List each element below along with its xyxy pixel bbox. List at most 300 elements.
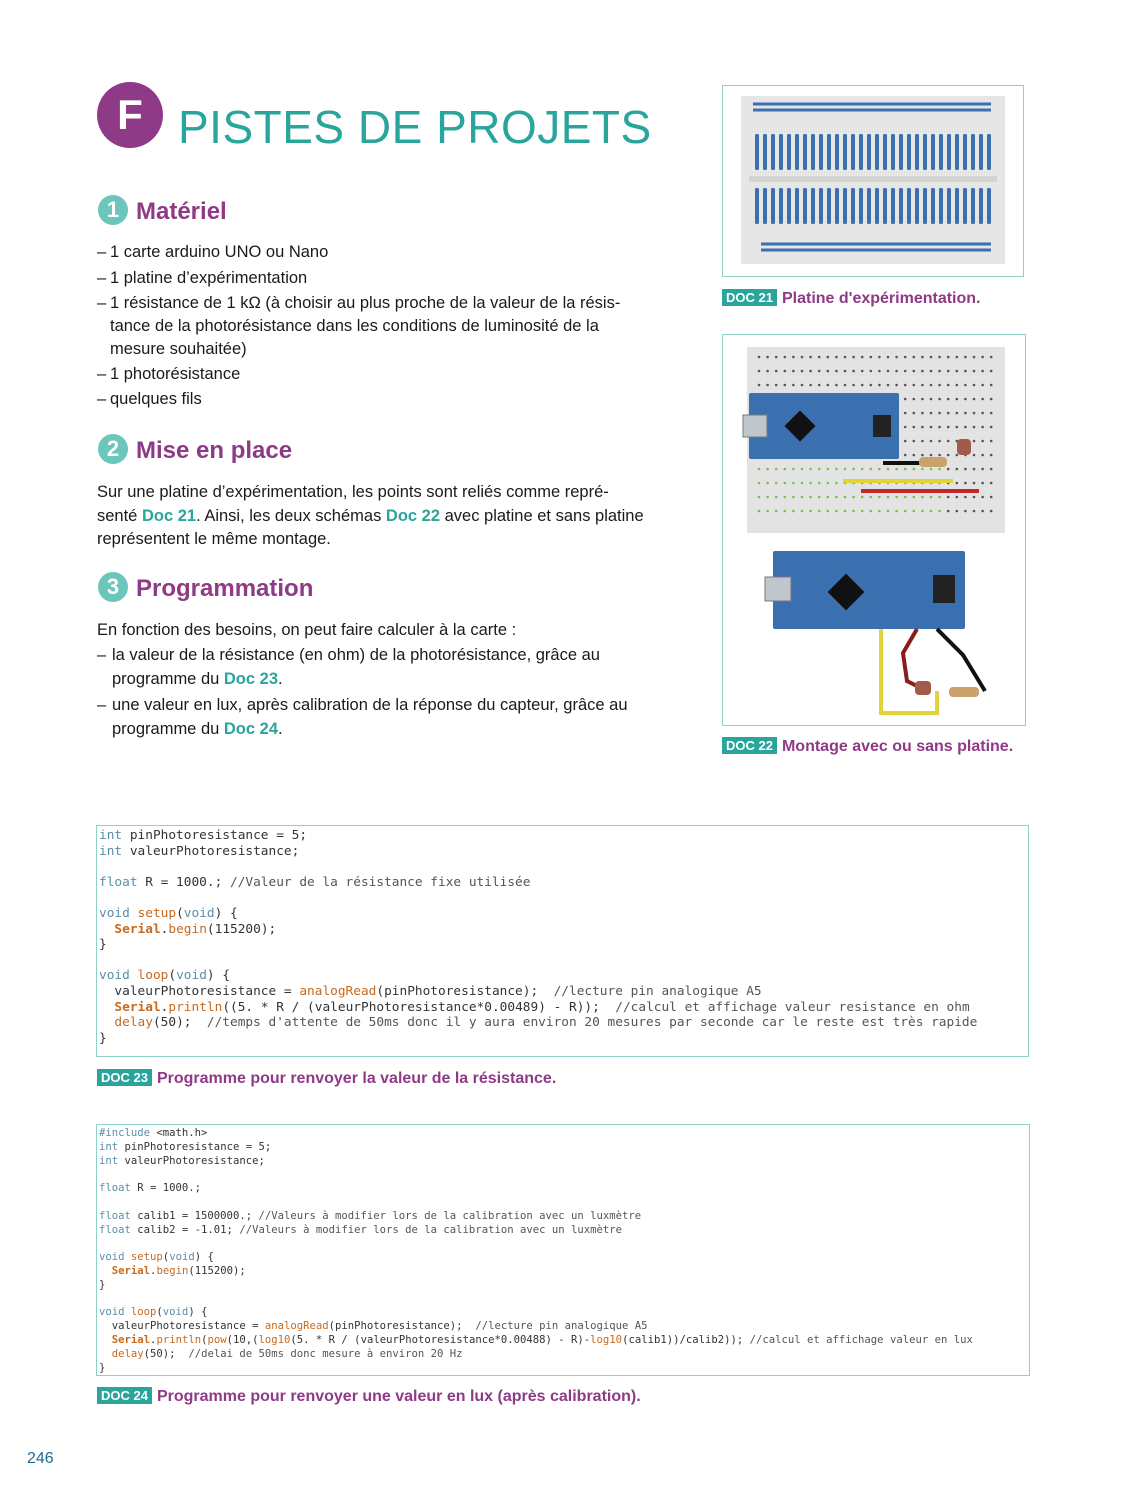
breadboard-hole [801, 384, 804, 387]
breadboard-hole [938, 510, 941, 513]
breadboard-hole [981, 510, 984, 513]
breadboard-hole [913, 440, 916, 443]
breadboard-hole [921, 510, 924, 513]
breadboard-hole [947, 398, 950, 401]
breadboard-hole [809, 384, 812, 387]
doc21-caption: DOC 21 Platine d'expérimentation. [722, 289, 980, 308]
breadboard-hole [861, 384, 864, 387]
breadboard-hole [887, 496, 890, 499]
breadboard-hole [766, 468, 769, 471]
breadboard-hole [801, 496, 804, 499]
doc23-code: int pinPhotoresistance = 5; int valeurPhotoresistance; float R = 1000.; //Valeur de la résistance fixe utilisée void setup(void) { Serial.begin(115200); } void loop(void) { valeurPhotoresistance = analogRead(pinPhotoresistance); //lecture pin analogique A5 Serial.println((5. * R / (valeurPhotoresistance*0.00489) - R)); //calcul et affichage valeur resistance en ohm delay(50); //temps d'attente de 50ms donc il y aura environ 20 mesures par seconde car le reste est très rapide } [99, 828, 978, 1046]
contact-strip [763, 134, 767, 170]
breadboard-hole [973, 356, 976, 359]
breadboard-hole [844, 370, 847, 373]
contact-strip [915, 134, 919, 170]
breadboard-hole [930, 496, 933, 499]
breadboard-hole [904, 356, 907, 359]
breadboard-hole [758, 356, 761, 359]
section-3-title: Programmation [136, 575, 314, 602]
breadboard-hole [801, 468, 804, 471]
breadboard-hole [930, 468, 933, 471]
resistor [919, 457, 947, 467]
breadboard-hole [973, 412, 976, 415]
breadboard-hole [930, 412, 933, 415]
breadboard-hole [964, 356, 967, 359]
contact-strip [779, 188, 783, 224]
contact-strip [979, 134, 983, 170]
breadboard-hole [758, 510, 761, 513]
breadboard-hole [956, 482, 959, 485]
breadboard-hole [930, 426, 933, 429]
breadboard-hole [852, 356, 855, 359]
breadboard-hole [861, 496, 864, 499]
breadboard-hole [938, 412, 941, 415]
list-item-continuation: tance de la photorésistance dans les conditions de luminosité de la [110, 317, 599, 335]
breadboard-hole [956, 454, 959, 457]
contact-strip [939, 188, 943, 224]
breadboard-hole [930, 370, 933, 373]
breadboard-hole [956, 468, 959, 471]
section-3-number: 3 [98, 572, 128, 602]
contact-strip [931, 188, 935, 224]
breadboard-hole [990, 356, 993, 359]
doc22-figure-frame [722, 334, 1026, 726]
contact-strip [899, 134, 903, 170]
breadboard-hole [930, 440, 933, 443]
breadboard-hole [981, 454, 984, 457]
breadboard-hole [844, 496, 847, 499]
breadboard-hole [792, 370, 795, 373]
contact-strip [859, 188, 863, 224]
breadboard-hole [878, 384, 881, 387]
breadboard-hole [973, 398, 976, 401]
breadboard-hole [913, 356, 916, 359]
breadboard-hole [921, 496, 924, 499]
icsp-header [873, 415, 891, 437]
paragraph-line: En fonction des besoins, on peut faire calculer à la carte : [97, 621, 517, 639]
breadboard-hole [827, 468, 830, 471]
contact-strip [835, 134, 839, 170]
breadboard-hole [827, 510, 830, 513]
section-letter-badge [97, 82, 163, 148]
breadboard-hole [878, 510, 881, 513]
breadboard-hole [775, 510, 778, 513]
breadboard-hole [990, 496, 993, 499]
contact-strip [843, 188, 847, 224]
section-1-number: 1 [98, 195, 128, 225]
photoresistor [957, 439, 971, 455]
breadboard-hole [947, 496, 950, 499]
breadboard-hole [766, 384, 769, 387]
breadboard-hole [964, 398, 967, 401]
breadboard-hole [758, 384, 761, 387]
breadboard-hole [904, 370, 907, 373]
breadboard-hole [990, 384, 993, 387]
breadboard-hole [964, 482, 967, 485]
contact-strip [883, 134, 887, 170]
breadboard-hole [861, 468, 864, 471]
breadboard-hole [956, 370, 959, 373]
breadboard-hole [938, 468, 941, 471]
breadboard-hole [844, 468, 847, 471]
doc23-link: Doc 23 [223, 670, 278, 688]
breadboard-hole [904, 412, 907, 415]
breadboard-hole [913, 370, 916, 373]
contact-strip [947, 188, 951, 224]
breadboard-hole [921, 454, 924, 457]
breadboard-illustration [723, 86, 1023, 276]
breadboard-hole [809, 496, 812, 499]
contact-strip [955, 134, 959, 170]
breadboard-hole [921, 370, 924, 373]
breadboard-hole [913, 426, 916, 429]
contact-strip [915, 188, 919, 224]
breadboard-hole [775, 384, 778, 387]
breadboard-hole [818, 370, 821, 373]
breadboard-hole [887, 510, 890, 513]
doc21-link: Doc 21 [141, 507, 197, 525]
list-item: – 1 carte arduino UNO ou Nano [97, 243, 329, 261]
breadboard-hole [947, 440, 950, 443]
breadboard-hole [904, 468, 907, 471]
breadboard-hole [930, 510, 933, 513]
breadboard-hole [981, 468, 984, 471]
breadboard-hole [792, 482, 795, 485]
breadboard-hole [938, 440, 941, 443]
breadboard-hole [895, 510, 898, 513]
resistor [949, 687, 979, 697]
breadboard-hole [981, 412, 984, 415]
contact-strip [803, 188, 807, 224]
breadboard-hole [913, 384, 916, 387]
breadboard-hole [852, 510, 855, 513]
page-title: PISTES DE PROJETS [178, 101, 652, 153]
contact-strip [867, 134, 871, 170]
breadboard-hole [809, 510, 812, 513]
contact-strip [987, 134, 991, 170]
breadboard-hole [775, 482, 778, 485]
breadboard-hole [792, 468, 795, 471]
breadboard-hole [981, 482, 984, 485]
paragraph-line: senté Doc 21. Ainsi, les deux schémas Doc 22 avec platine et sans platine [97, 507, 644, 525]
breadboard-hole [973, 426, 976, 429]
contact-strip [923, 188, 927, 224]
breadboard-hole [964, 468, 967, 471]
breadboard-hole [878, 356, 881, 359]
breadboard-hole [835, 384, 838, 387]
contact-strip [939, 134, 943, 170]
doc23-tag: DOC 23 [97, 1069, 152, 1086]
breadboard-hole [895, 384, 898, 387]
breadboard-hole [861, 510, 864, 513]
contact-strip [851, 134, 855, 170]
breadboard-hole [964, 384, 967, 387]
contact-strip [787, 188, 791, 224]
breadboard-hole [938, 384, 941, 387]
breadboard-hole [827, 356, 830, 359]
breadboard-hole [930, 454, 933, 457]
breadboard-hole [844, 356, 847, 359]
breadboard-hole [938, 370, 941, 373]
doc24-code: #include <math.h> int pinPhotoresistance = 5; int valeurPhotoresistance; float R = 1000.; float calib1 = 1500000.; //Valeurs à modifier lors de la calibration avec un luxmètre float calib2 = -1.01; //Valeurs à modifier lors de la calibration avec un luxmètre void setup(void) { Serial.begin(115200); } void loop(void) { valeurPhotoresistance = analogRead(pinPhotoresistance); //lecture pin analogique A5 Serial.println(pow(10,(log10(5. * R / (valeurPhotoresistance*0.00488) - R)-log10(calib1))/calib2)); //calcul et affichage valeur en lux delay(50); //delai de 50ms donc mesure à environ 20 Hz } [99, 1127, 973, 1374]
breadboard-hole [947, 454, 950, 457]
breadboard-hole [913, 412, 916, 415]
breadboard-hole [904, 398, 907, 401]
red-wire [903, 629, 919, 687]
breadboard-hole [887, 384, 890, 387]
contact-strip [819, 134, 823, 170]
breadboard-hole [895, 356, 898, 359]
breadboard-hole [938, 398, 941, 401]
breadboard-hole [758, 482, 761, 485]
breadboard-hole [981, 440, 984, 443]
contact-strip [947, 134, 951, 170]
contact-strip [755, 188, 759, 224]
contact-strip [827, 188, 831, 224]
breadboard-hole [809, 356, 812, 359]
breadboard-hole [921, 398, 924, 401]
doc22-caption: DOC 22 Montage avec ou sans platine. [722, 737, 1013, 756]
contact-strip [891, 134, 895, 170]
doc22-tag: DOC 22 [722, 737, 777, 754]
breadboard-hole [792, 384, 795, 387]
breadboard-hole [758, 468, 761, 471]
breadboard-hole [784, 496, 787, 499]
breadboard-hole [852, 384, 855, 387]
breadboard-hole [852, 468, 855, 471]
section-2-number: 2 [98, 434, 128, 464]
breadboard-hole [870, 356, 873, 359]
contact-strip [907, 134, 911, 170]
breadboard-hole [981, 496, 984, 499]
breadboard-hole [938, 496, 941, 499]
doc21-tag: DOC 21 [722, 289, 777, 306]
breadboard-hole [775, 356, 778, 359]
list-item: – 1 photorésistance [97, 365, 241, 383]
contact-strip [787, 134, 791, 170]
breadboard-hole [835, 370, 838, 373]
breadboard-hole [913, 454, 916, 457]
contact-strip [883, 188, 887, 224]
breadboard-hole [792, 356, 795, 359]
breadboard-hole [827, 496, 830, 499]
contact-strip [963, 188, 967, 224]
breadboard-hole [809, 482, 812, 485]
breadboard-hole [844, 384, 847, 387]
doc24-link: Doc 24 [223, 720, 278, 738]
breadboard-hole [870, 496, 873, 499]
contact-strip [971, 134, 975, 170]
contact-strip [859, 134, 863, 170]
breadboard-hole [990, 468, 993, 471]
breadboard-hole [921, 468, 924, 471]
contact-strip [891, 188, 895, 224]
breadboard-hole [973, 370, 976, 373]
breadboard-hole [973, 454, 976, 457]
contact-strip [907, 188, 911, 224]
breadboard-hole [956, 384, 959, 387]
breadboard-hole [938, 454, 941, 457]
breadboard-hole [870, 468, 873, 471]
breadboard-hole [990, 370, 993, 373]
breadboard-hole [913, 496, 916, 499]
breadboard-hole [784, 510, 787, 513]
list-item-continuation: programme du Doc 24. [112, 720, 283, 738]
doc21-figure-frame [722, 85, 1024, 277]
contact-strip [875, 188, 879, 224]
breadboard-hole [904, 496, 907, 499]
breadboard-hole [930, 356, 933, 359]
breadboard-hole [766, 482, 769, 485]
section-letter: F [117, 91, 143, 138]
list-item: – une valeur en lux, après calibration de la réponse du capteur, grâce au [97, 696, 628, 714]
breadboard-hole [809, 370, 812, 373]
contact-strip [971, 188, 975, 224]
center-channel [749, 176, 997, 182]
contact-strip [851, 188, 855, 224]
contact-strip [755, 134, 759, 170]
breadboard-hole [956, 426, 959, 429]
breadboard-hole [835, 510, 838, 513]
breadboard-hole [835, 496, 838, 499]
breadboard-hole [973, 384, 976, 387]
breadboard-hole [878, 468, 881, 471]
contact-strip [835, 188, 839, 224]
usb-connector [743, 415, 767, 437]
breadboard-hole [887, 468, 890, 471]
contact-strip [923, 134, 927, 170]
breadboard-hole [947, 426, 950, 429]
breadboard-hole [973, 482, 976, 485]
breadboard-hole [921, 412, 924, 415]
breadboard-hole [835, 482, 838, 485]
contact-strip [771, 188, 775, 224]
usb-connector [765, 577, 791, 601]
contact-strip [843, 134, 847, 170]
breadboard-hole [990, 454, 993, 457]
breadboard-hole [887, 370, 890, 373]
montage-illustration [723, 335, 1025, 725]
paragraph-line: représentent le même montage. [97, 530, 331, 548]
breadboard-hole [792, 496, 795, 499]
breadboard-hole [947, 412, 950, 415]
breadboard-hole [766, 370, 769, 373]
contact-strip [803, 134, 807, 170]
breadboard-hole [766, 496, 769, 499]
contact-strip [899, 188, 903, 224]
breadboard-hole [792, 510, 795, 513]
breadboard-hole [861, 370, 864, 373]
breadboard-hole [818, 356, 821, 359]
breadboard-hole [947, 370, 950, 373]
breadboard-hole [990, 440, 993, 443]
list-item: – quelques fils [97, 390, 202, 408]
breadboard-hole [947, 356, 950, 359]
breadboard-hole [784, 468, 787, 471]
breadboard-hole [981, 398, 984, 401]
contact-strip [763, 188, 767, 224]
breadboard-hole [964, 510, 967, 513]
breadboard-hole [930, 384, 933, 387]
paragraph-line: Sur une platine d’expérimentation, les points sont reliés comme repré- [97, 483, 609, 501]
breadboard-hole [835, 468, 838, 471]
breadboard-hole [758, 370, 761, 373]
section-1-title: Matériel [136, 198, 227, 225]
breadboard-hole [870, 384, 873, 387]
breadboard-hole [973, 468, 976, 471]
doc22-link: Doc 22 [385, 507, 441, 525]
breadboard-hole [758, 496, 761, 499]
breadboard-hole [904, 440, 907, 443]
breadboard-hole [809, 468, 812, 471]
contact-strip [867, 188, 871, 224]
breadboard-hole [852, 370, 855, 373]
contact-strip [827, 134, 831, 170]
breadboard-hole [895, 496, 898, 499]
contact-strip [987, 188, 991, 224]
breadboard-hole [852, 496, 855, 499]
breadboard-hole [913, 468, 916, 471]
breadboard-hole [964, 412, 967, 415]
breadboard-hole [818, 384, 821, 387]
breadboard-hole [981, 370, 984, 373]
breadboard-hole [904, 454, 907, 457]
list-item: – la valeur de la résistance (en ohm) de la photorésistance, grâce au [97, 646, 600, 664]
breadboard-hole [956, 398, 959, 401]
breadboard-hole [938, 426, 941, 429]
breadboard-hole [990, 426, 993, 429]
breadboard-hole [921, 440, 924, 443]
breadboard-hole [956, 412, 959, 415]
breadboard-hole [904, 426, 907, 429]
contact-strip [795, 188, 799, 224]
breadboard-hole [887, 356, 890, 359]
contact-strip [875, 134, 879, 170]
page-number: 246 [27, 1450, 54, 1467]
photoresistor [915, 681, 931, 695]
breadboard-hole [801, 356, 804, 359]
breadboard-hole [835, 356, 838, 359]
contact-strip [811, 134, 815, 170]
breadboard-hole [921, 384, 924, 387]
breadboard-hole [827, 384, 830, 387]
doc23-code-box [96, 825, 1029, 1057]
contact-strip [819, 188, 823, 224]
breadboard-hole [913, 398, 916, 401]
doc24-caption: DOC 24 Programme pour renvoyer une valeur en lux (après calibration). [97, 1387, 641, 1406]
breadboard-hole [930, 398, 933, 401]
doc23-caption: DOC 23 Programme pour renvoyer la valeur de la résistance. [97, 1069, 556, 1088]
breadboard-hole [938, 356, 941, 359]
breadboard-hole [784, 370, 787, 373]
breadboard-hole [981, 426, 984, 429]
breadboard-hole [973, 510, 976, 513]
list-item-continuation: mesure souhaitée) [110, 340, 247, 358]
breadboard-hole [990, 398, 993, 401]
contact-strip [811, 188, 815, 224]
breadboard-hole [775, 496, 778, 499]
breadboard-hole [947, 384, 950, 387]
icsp-header [933, 575, 955, 603]
breadboard-hole [964, 370, 967, 373]
breadboard-hole [801, 510, 804, 513]
breadboard-hole [990, 412, 993, 415]
breadboard-hole [870, 370, 873, 373]
breadboard-hole [964, 426, 967, 429]
breadboard-hole [904, 510, 907, 513]
list-item: – 1 platine d’expérimentation [97, 269, 308, 287]
